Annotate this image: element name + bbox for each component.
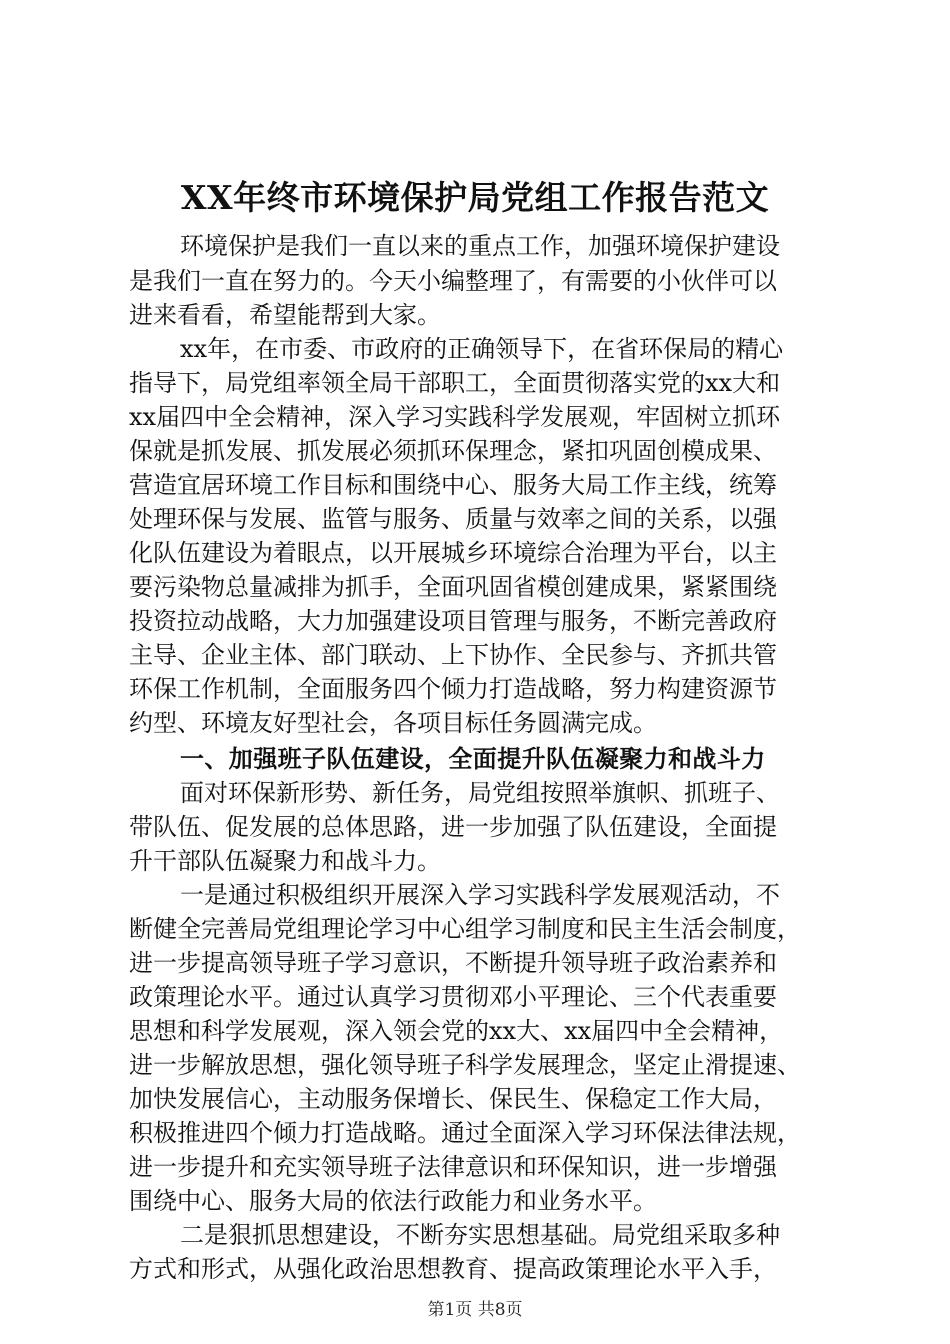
body-line: 主导、企业主体、部门联动、上下协作、全民参与、齐抓共管 [129,641,777,669]
body-line: 断健全完善局党组理论学习中心组学习制度和民主生活会制度， [129,915,801,943]
body-line: 思想和科学发展观，深入领会党的xx大、xx届四中全会精神， [129,1017,784,1045]
body-line: 积极推进四个倾力打造战略。通过全面深入学习环保法律法规， [129,1119,801,1147]
body-line: 保就是抓发展、抓发展必须抓环保理念，紧扣巩固创模成果、 [129,437,777,465]
body-line: 要污染物总量减排为抓手，全面巩固省模创建成果，紧紧围绕 [129,573,777,601]
body-line: 升干部队伍凝聚力和战斗力。 [129,847,441,875]
body-line: 二是狠抓思想建设，不断夯实思想基础。局党组采取多种 [180,1221,780,1249]
body-line: 面对环保新形势、新任务，局党组按照举旗帜、抓班子、 [180,779,780,807]
body-line: 围绕中心、服务大局的依法行政能力和业务水平。 [129,1187,657,1215]
body-line: 带队伍、促发展的总体思路，进一步加强了队伍建设，全面提 [129,813,777,841]
body-line: 政策理论水平。通过认真学习贯彻邓小平理论、三个代表重要 [129,983,777,1011]
body-line: xx届四中全会精神，深入学习实践科学发展观，牢固树立抓环 [129,403,781,431]
page-number-footer: 第1页 共8页 [427,1300,523,1320]
body-line: 营造宜居环境工作目标和围绕中心、服务大局工作主线，统筹 [129,471,777,499]
body-line: 进一步提高领导班子学习意识，不断提升领导班子政治素养和 [129,949,777,977]
section-heading: 一、加强班子队伍建设，全面提升队伍凝聚力和战斗力 [180,745,766,773]
body-line: 指导下，局党组率领全局干部职工，全面贯彻落实党的xx大和 [129,369,781,397]
body-line: 方式和形式，从强化政治思想教育、提高政策理论水平入手， [129,1255,777,1283]
body-line: 进一步解放思想，强化领导班子科学发展理念，坚定止滑提速、 [129,1051,801,1079]
body-line: 投资拉动战略，大力加强建设项目管理与服务，不断完善政府 [129,607,777,635]
document-title: XX年终市环境保护局党组工作报告范文 [180,178,770,217]
body-line: 一是通过积极组织开展深入学习实践科学发展观活动，不 [180,881,780,909]
body-line: 加快发展信心，主动服务保增长、保民生、保稳定工作大局， [129,1085,777,1113]
body-line: 进来看看，希望能帮到大家。 [129,301,441,329]
body-line: 处理环保与发展、监管与服务、质量与效率之间的关系，以强 [129,505,777,533]
body-line: 进一步提升和充实领导班子法律意识和环保知识，进一步增强 [129,1153,777,1181]
body-line: 环境保护是我们一直以来的重点工作，加强环境保护建设 [180,232,780,260]
body-line: 是我们一直在努力的。今天小编整理了，有需要的小伙伴可以 [129,267,777,295]
body-line: xx年，在市委、市政府的正确领导下，在省环保局的精心 [180,335,784,363]
body-line: 约型、环境友好型社会，各项目标任务圆满完成。 [129,709,657,737]
body-line: 化队伍建设为着眼点，以开展城乡环境综合治理为平台，以主 [129,539,777,567]
body-line: 环保工作机制，全面服务四个倾力打造战略，努力构建资源节 [129,675,777,703]
